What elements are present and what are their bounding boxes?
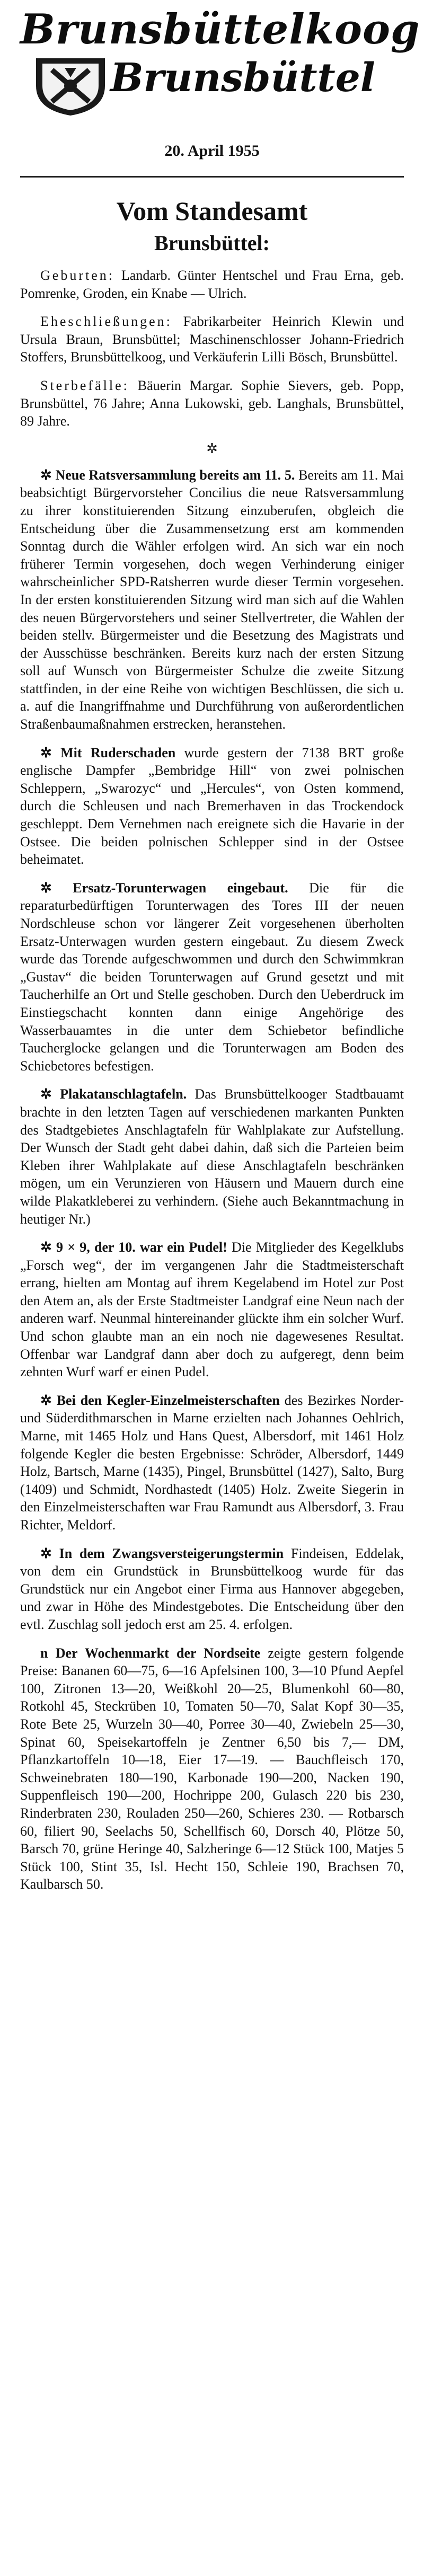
article-headline: 9 × 9, der 10. war ein Pudel!	[56, 1240, 227, 1255]
marriages-label: Eheschließungen:	[40, 314, 172, 330]
crest-icon	[31, 54, 110, 118]
article-headline: Ersatz-Torunterwagen eingebaut.	[73, 880, 288, 896]
section-divider: ✲	[206, 440, 218, 456]
masthead	[20, 5, 420, 122]
section-subtitle: Brunsbüttel:	[154, 231, 270, 255]
section-title: Vom Standesamt	[116, 196, 308, 226]
births-label: Geburten:	[40, 268, 114, 283]
article-headline: In dem Zwangsversteigerungstermin	[59, 1545, 284, 1561]
article-text: zeigte gestern folgende Preise: Bananen 60—75, 6—16 Apfelsinen 100, 3—10 Pfund Aepfel 100, Zitronen 13—20, Weißkohl 20—25, Blumenkohl 60—80, Rotkohl 45, Steckrüben 10, Tomaten 50—70, Salat Kopf 30—35, Rote Bete 25, Wurzeln 30—40, Porree 30—40, Zwiebeln 25—30, Spinat 60, Speisekartoffeln je Zentner 6,50 bis 7,— DM, Pflanzkartoffeln 10—18, Eier 17—19. — Bauchfleisch 170, Schweinebraten 180—190, Karbonade 190—200, Nacken 190, Suppenfleisch 190—200, Hochrippe 200, Gulasch 220 bis 230, Rinderbraten 230, Rouladen 250—260, Schieres 230. — Rotbarsch 60, filiert 90, Seelachs 50, Schellfisch 60, Dorsch 40, Plötze 50, Barsch 70, grüne Heringe 40, Salzheringe 6—12 Stück 100, Matjes 5 Stück 100, Stint 35, Isl. Hecht 150, Schleie 190, Brachsen 70, Kaulbarsch 50.	[20, 1645, 404, 1892]
article	[20, 466, 404, 733]
article	[20, 744, 404, 869]
article-text: Die für die reparaturbedürftigen Torunterwagen des Tores III der neuen Nordschleuse schon vor längerer Zeit vorgesehenen überholten Ersatz-Unterwagen wurden gestern eingebaut. Zu diesem Zweck wurde das Torende aufgeschwommen und durch den Schwimmkran „Gustav“ die beiden Torunterwagen auf Grund gesetzt und mit Taucherhilfe an Ort und Stelle geschoben. Durch den Ueberdruck im Einstiegschacht konnten dann einige Angehörige des Wasserbauamtes in die unter dem Schiebetor befindliche Taucherglocke gelangen und die Torunterwagen am Boden des Schiebetores befestigen.	[20, 880, 404, 1074]
article-headline: Der Wochenmarkt der Nordseite	[55, 1645, 261, 1661]
article-text: Das Brunsbüttelkooger Stadtbauamt brachte in den letzten Tagen auf verschiedenen markanten Punkten des Stadtgebietes Anschlagtafeln für Wahlplakate zur Aufstellung. Der Wunsch der Stadt geht dabei dahin, daß sich die Parteien beim Kleben ihrer Wahlplakate auf diese Anschlagtafeln beschränken mögen, um ein Verunzieren von Häusern und Mauern durch eine wilde Plakatkleberei zu verhindern. (Siehe auch Bekanntmachung in heutiger Nr.)	[20, 1086, 404, 1227]
deaths-paragraph	[20, 377, 404, 430]
article-headline: Bei den Kegler-Einzelmeisterschaften	[56, 1392, 280, 1408]
article-text: Findeisen, Eddelak, von dem ein Grundstück in Brunsbüttelkoog wurde für das Grundstück nur ein Angebot einer Firma aus Hannover abgegeben, und zwar in Höhe des Mindestgebotes. Die Entscheidung über den evtl. Zuschlag soll jedoch erst am 25. 4. erfolgen.	[20, 1545, 404, 1632]
article	[20, 879, 404, 1075]
article-marker: ✲	[40, 745, 52, 760]
article-marker: ✲	[40, 1545, 52, 1561]
article-text: Bereits am 11. Mai beabsichtigt Bürgervorsteher Concilius die neue Ratsversammlung zu ihrer konstituierenden Sitzung einzuberufen, obgleich die Entscheidung über die Zusammensetzung erst am kommenden Sonntag durch die Wähler erfolgen wird. An sich war ein noch früherer Termin vorgesehen, doch wegen Verhinderung einiger wahrscheinlicher SPD-Ratsherren wurde dieser Termin vorgesehen. In der ersten konstituierenden Sitzung wird man sich auf die Wahlen des neuen Bürgervorstehers und seiner Stellvertreter, die Wahlen der beiden stellv. Bürgermeister und die Besetzung des Magistrats und der Ausschüsse beschränken. Bereits kurz nach der ersten Sitzung soll auf Wunsch von Bürgermeister Schulze die zweite Sitzung stattfinden, in der eine Reihe von wichtigen Beschlüssen, die sich u. a. auf die Inangriffnahme und Durchführung von außerordentlichen Straßenbaumaßnahmen erstrecken, heranstehen.	[20, 467, 404, 732]
article	[20, 1545, 404, 1634]
births-paragraph	[20, 267, 404, 302]
article-marker: n	[40, 1645, 48, 1661]
article	[20, 1644, 404, 1893]
article	[20, 1085, 404, 1228]
article-text: Die Mitglieder des Kegelklubs „Forsch weg“, der im vergangenen Jahr die Stadtmeisterschaft errang, hielten am Montag auf ihrem Kegelabend im Hotel zur Post den Atem an, als der Erste Stadtmeister Landgraf eine Neun nach der anderen warf. Neunmal hintereinander glückte ihm ein solcher Wurf. Und schon glaubte man an ein noch nie dagewesenes Resultat. Offenbar war Landgraf dann aber doch zu aufgeregt, denn beim zehnten Wurf warf er einen Pudel.	[20, 1240, 404, 1380]
births-text: Landarb. Günter Hentschel und Frau Erna, geb. Pomrenke, Groden, ein Knabe — Ulrich.	[20, 268, 404, 301]
deaths-text: Bäuerin Margar. Sophie Sievers, geb. Popp, Brunsbüttel, 76 Jahre; Anna Lukowski, geb. Langhals, Brunsbüttel, 89 Jahre.	[20, 377, 404, 429]
article	[20, 1392, 404, 1534]
article-marker: ✲	[40, 1392, 52, 1408]
article-marker: ✲	[40, 1240, 52, 1255]
article-marker: ✲	[40, 1086, 52, 1102]
masthead-line2: Brunsbüttel	[110, 55, 375, 101]
marriages-paragraph	[20, 313, 404, 366]
article	[20, 1238, 404, 1381]
article-text: des Bezirkes Norder- und Süderdithmarschen in Marne erzielten nach Johannes Oehlrich, Marne, mit 1465 Holz und Hans Quest, Albersdorf, mit 1461 Holz folgende Kegler die besten Ergebnisse: Schröder, Albersdorf, 1449 Holz, Bartsch, Marne (1435), Pingel, Brunsbüttel (1427), Salto, Burg (1409) und Schmidt, Nordhastedt (1405) Holz. Zweite Siegerin in den Einzelmeisterschaften war Frau Ramundt aus Albersdorf, 3. Frau Richter, Meldorf.	[20, 1392, 404, 1533]
marriages-text: Fabrikarbeiter Heinrich Klewin und Ursula Braun, Brunsbüttel; Maschinenschlosser Johann-Friedrich Stoffers, Brunsbüttelkoog, und Verkäuferin Lilli Bösch, Brunsbüttel.	[20, 314, 404, 365]
header-rule	[20, 176, 404, 178]
article-text: wurde gestern der 7138 BRT große englische Dampfer „Bembridge Hill“ von zwei polnischen Schleppern, „Swarozyc“ und „Hercules“, von Osten kommend, durch die Schleusen und nach Bremerhaven in das Trockendock geschleppt. Dem Vernehmen nach ereignete sich die Havarie in der Ostsee. Die beiden polnischen Schlepper sind in der Ostsee beheimatet.	[20, 745, 404, 867]
article-marker: ✲	[40, 880, 52, 896]
article-marker: ✲	[40, 467, 52, 483]
masthead-line1: Brunsbüttelkoog	[20, 5, 420, 54]
article-headline: Mit Ruderschaden	[60, 745, 176, 760]
article-headline: Neue Ratsversammlung bereits am 11. 5.	[55, 467, 295, 483]
issue-date: 20. April 1955	[164, 142, 260, 160]
article-headline: Plakatanschlagtafeln.	[60, 1086, 187, 1102]
deaths-label: Sterbefälle:	[40, 377, 129, 393]
